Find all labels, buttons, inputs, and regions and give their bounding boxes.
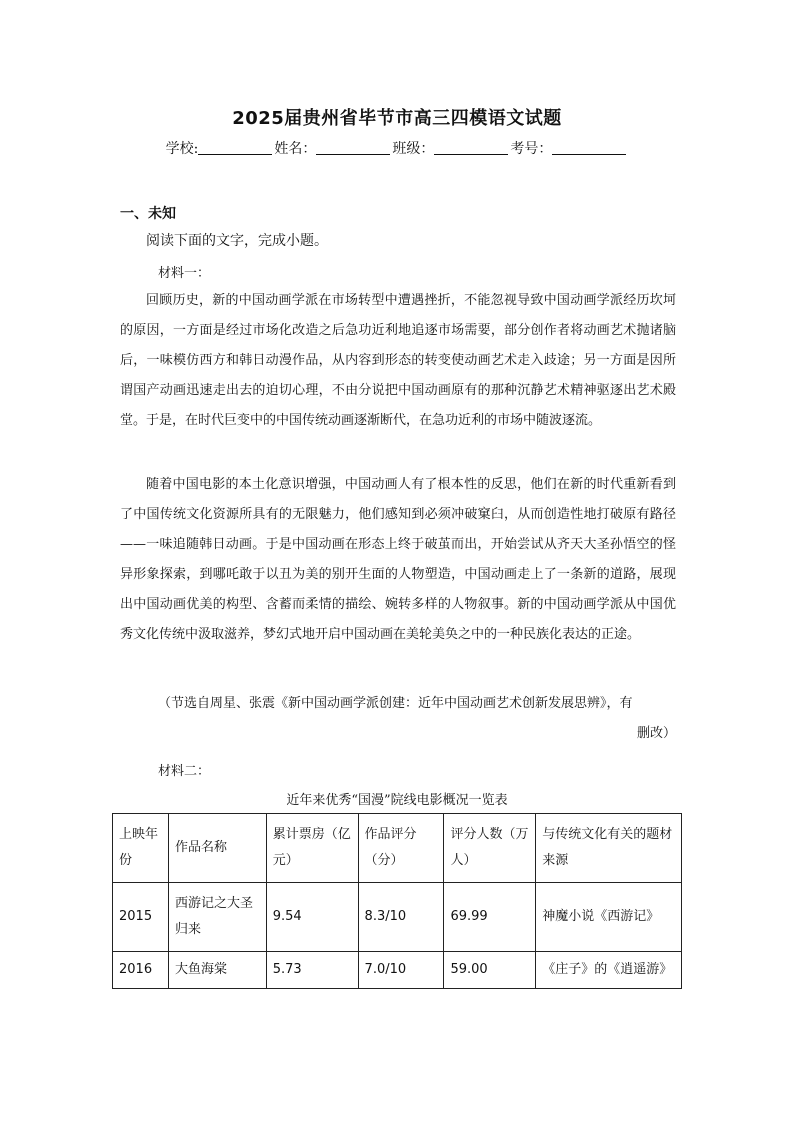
material-one-paragraph-1: 回顾历史，新的中国动画学派在市场转型中遭遇挫折，不能忽视导致中国动画学派经历坎坷的原因，一方面是经过市场化改造之后急功近利地追逐市场需要，部分创作者将动画艺术抛诸脑后，一味模仿西方和韩日动漫作品，从内容到形态的转变使动画艺术走入歧途；另一方面是因所谓国产动画迅速走出去的迫切心理，不由分说把中国动画原有的那种沉静艺术精神驱逐出艺术殿堂。于是，在时代巨变中的中国传统动画逐渐断代，在急功近利的市场中随波逐流。 — [120, 293, 676, 428]
exam-title: 2025届贵州省毕节市高三四模语文试题 — [232, 108, 562, 129]
class-label: 班级： — [392, 141, 435, 157]
cell-title: 大鱼海棠 — [168, 952, 266, 989]
cell-year: 2015 — [113, 883, 169, 952]
films-table — [112, 813, 682, 989]
school-label: 学校: — [165, 141, 199, 157]
cell-source: 《庄子》的《逍遥游》 — [536, 952, 682, 989]
header-raters: 评分人数（万人） — [444, 814, 536, 883]
exam-number-blank[interactable] — [552, 140, 626, 155]
cell-raters: 59.00 — [444, 952, 536, 989]
cell-year: 2016 — [113, 952, 169, 989]
section-heading: 一、未知 — [120, 206, 176, 222]
table-row — [113, 952, 682, 989]
header-year: 上映年份 — [113, 814, 169, 883]
cell-source: 神魔小说《西游记》 — [536, 883, 682, 952]
cell-title: 西游记之大圣归来 — [168, 883, 266, 952]
cell-rating: 7.0/10 — [358, 952, 444, 989]
source-citation-end: 删改） — [636, 726, 676, 741]
table-row — [113, 883, 682, 952]
header-box-office: 累计票房（亿元） — [266, 814, 358, 883]
exam-number-label: 考号： — [510, 141, 553, 157]
cell-box-office: 5.73 — [266, 952, 358, 989]
cell-raters: 69.99 — [444, 883, 536, 952]
reading-instruction: 阅读下面的文字，完成小题。 — [146, 233, 328, 249]
header-source: 与传统文化有关的题材来源 — [536, 814, 682, 883]
material-one-source — [158, 689, 676, 749]
school-blank[interactable] — [198, 140, 272, 155]
table-header-row — [113, 814, 682, 883]
material-two-label: 材料二： — [158, 764, 211, 779]
name-blank[interactable] — [316, 140, 390, 155]
student-info-line — [0, 138, 794, 158]
class-blank[interactable] — [434, 140, 508, 155]
name-label: 姓名： — [274, 141, 317, 157]
header-title: 作品名称 — [168, 814, 266, 883]
material-one-paragraph-2: 随着中国电影的本土化意识增强，中国动画人有了根本性的反思，他们在新的时代重新看到了中国传统文化资源所具有的无限魅力，他们感知到必须冲破窠臼，从而创造性地打破原有路径——一味追随韩日动画。于是中国动画在形态上终于破茧而出，开始尝试从齐天大圣孙悟空的怪异形象探索，到哪吒敢于以丑为美的别开生面的人物塑造，中国动画走上了一条新的道路，展现出中国动画优美的构型、含蓄而柔情的描绘、婉转多样的人物叙事。新的中国动画学派从中国优秀文化传统中汲取滋养，梦幻式地开启中国动画在美轮美奂之中的一种民族化表达的正途。 — [120, 477, 676, 642]
header-rating: 作品评分（分） — [358, 814, 444, 883]
cell-rating: 8.3/10 — [358, 883, 444, 952]
table-caption: 近年来优秀“国漫”院线电影概况一览表 — [286, 793, 508, 808]
cell-box-office: 9.54 — [266, 883, 358, 952]
source-citation: （节选自周星、张震《新中国动画学派创建：近年中国动画艺术创新发展思辨》，有 — [158, 696, 633, 711]
material-one-label: 材料一： — [158, 266, 211, 281]
